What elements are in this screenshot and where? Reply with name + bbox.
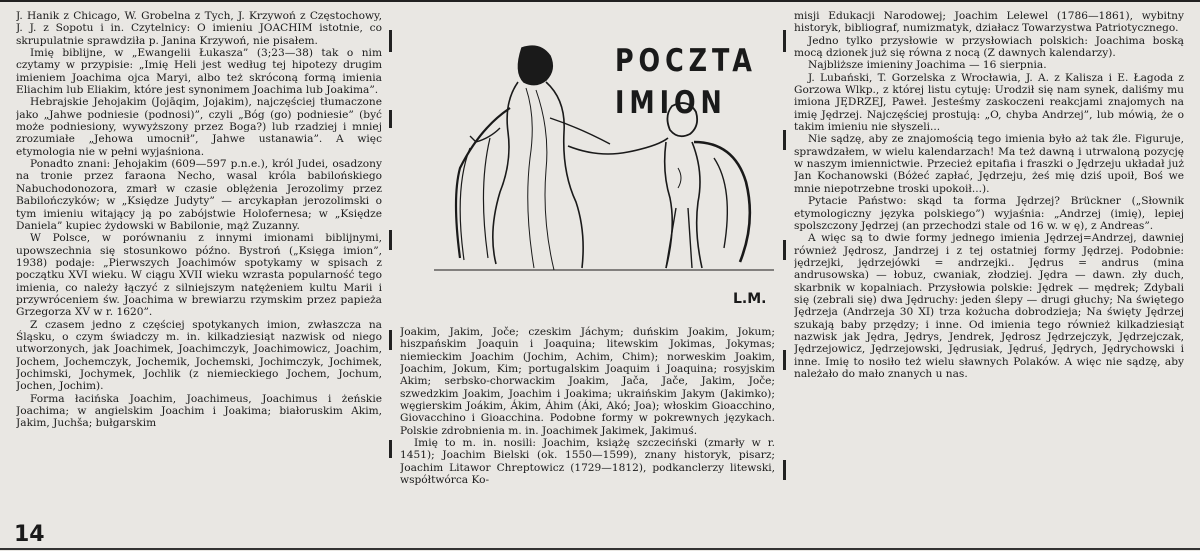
paragraph: Najbliższe imieniny Joachima — 16 sierpnia.	[808, 59, 1047, 72]
paragraph: Jedno tylko przysłowie w przysłowiach polskich: Joachima boską mocą dzionek już się równa z nocą (Z dawnych kalendarzy).	[794, 34, 1184, 60]
page-number: 14	[14, 522, 45, 547]
paragraph: J. Lubański, T. Gorzelska z Wrocławia, J. A. z Kalisza i E. Łagoda z Gorzowa Wlkp., z której listu cytuję: Urodził się nam synek, daliśmy mu imiona JĘDRZEJ, Paweł. Jesteśmy zaskoczeni reakcjami znajomych na imię Jędrzej. Najczęściej prostują: „O, chyba Andrzej”, lub mówią, że o takim imieniu nie słyszeli...	[794, 71, 1184, 134]
paragraph: Ponadto znani: Jehojakim (609—597 p.n.e.), król Judei, osadzony na tronie przez faraona Necho, wasal króla babilońskiego Nabuchodonozora, zmarł w czasie oblężenia Jerozolimy przez Babilończyków; w „Księdze Judyty” — arcykapłan jerozolimski o tym imieniu witający ją po zabójstwie Holofernesa; w „Księdze Daniela” kupiec żydowski w Babilonie, mąż Zuzanny.	[16, 158, 382, 232]
top-border	[0, 0, 1200, 8]
title-line: IMION	[615, 85, 727, 121]
paragraph: Imię to m. in. nosili: Joachim, książę szczeciński (zmarły w r. 1451); Joachim Bielski (ok. 1550—1599), znany historyk, pisarz; Joachim Litawor Chreptowicz (1729—1812), podkanclerzy litewski, współtwórca Ko-	[400, 437, 775, 487]
bottom-border	[0, 548, 1200, 550]
author-signature: L.M.	[733, 291, 767, 307]
column-rule	[783, 350, 786, 370]
paragraph: A więc są to dwie formy jednego imienia Jędrzej=Andrzej, dawniej również Jędrosz, Jandrzej i z tej ostatniej formy Jędrzej. Podobnie: jędrzejki, jędrzejówki = andrzejki.. Jędrus = andrus (mina andrusowska) — łobuz, cwaniak, złodziej. Jędra — dawn. zły duch, skarbnik w kopalniach. Przysłowia polskie: Jędrek — mędrek; Zdybali się (zebrali się) dwa Jędruchy: jeden ślepy — drugi głuchy; Na świętego Jędrzeja (Andrzeja 30 XI) trza kożucha dobrodzieja; Na święty Jędrzej szukają baby przędzy; i inne. Od imienia tego również kilkadziesiąt nazwisk jak Jędra, Jędrys, Jendrek, Jędrosz Jędrzejczyk, Jędrzejczak, Jędrzejowicz, Jędrzejowski, Jędrusiak, Jędruś, Jędrych, Jędrychowski i inne. Imię to nosiło też wielu sławnych Polaków. A więc nie sądzę, aby należało do mało znanych u nas.	[794, 232, 1184, 380]
column-rule	[783, 460, 786, 480]
paragraph: misji Edukacji Narodowej; Joachim Lelewel (1786—1861), wybitny historyk, bibliograf, numizmatyk, działacz Towarzystwa Patriotycznego.	[794, 10, 1184, 35]
paragraph: Pytacie Państwo: skąd ta forma Jędrzej? Brückner („Słownik etymologiczny języka polskiego”) wyjaśnia: „Andrzej (imię), lepiej spolszczony Jędrzej (an przechodzi stale od 16 w. w ę), z Andreas”.	[794, 195, 1184, 232]
title-line: POCZTA	[615, 43, 757, 79]
column-rule	[783, 130, 786, 150]
column-right	[794, 10, 1184, 540]
paragraph: Joakim, Jakim, Joče; czeskim Jáchym; duńskim Joakim, Jokum; hiszpańskim Joaquin i Joaquina; litewskim Jokimas, Jokymas; niemieckim Joachim (Jochim, Achim, Chim); norweskim Joakim, Joachim, Jokum, Kim; portugalskim Joaquim i Joaquina; rosyjskim Akim; serbsko-chorwackim Joakim, Jača, Jače, Jakim, Joče; szwedzkim Joakim, Joachim i Joakima; ukraińskim Jakym (Jakimko); węgierskim Joákim, Ákim, Áhim (Áki, Akó; Joa); włoskim Gioacchino, Giovacchino i Gioacchina. Podobne formy w pokrewnych językach. Polskie zdrobnienia m. in. Joachimek Jakimek, Jakimuś.	[400, 326, 775, 437]
column-rule	[389, 330, 392, 350]
paragraph: J. Hanik z Chicago, W. Grobelna z Tych, J. Krzywoń z Częstochowy, J. J. z Sopotu i in. Czytelnicy: O imieniu JOACHIM istotnie, co skrupulatnie sprawdziła p. Janina Krzywoń, nie pisałem.	[16, 10, 382, 47]
paragraph: Hebrajskie Jehojakim (Jojāqim, Jojakim), najczęściej tłumaczone jako „Jahwe podniesie (podnosi)”, czyli „Bóg (go) podniesie” (być może podniesiony, wywyższony przez Boga?) lub rzadziej i mniej zrozumiałe „Jehowa umocnił”, Jahwe ustanawia”. A więc etymologia nie w pełni wyjaśniona.	[16, 96, 382, 158]
column-rule	[783, 30, 786, 52]
column-left	[16, 10, 382, 522]
column-rule	[783, 240, 786, 260]
paragraph: Z czasem jedno z częściej spotykanych imion, zwłaszcza na Śląsku, o czym świadczy m. in. kilkadziesiąt nazwisk od niego utworzonych, jak Joachimek, Joachimczyk, Joachimowicz, Joachim, Jochem, Jochemczyk, Jochemik, Jochemski, Jochimczyk, Jochimek, Jochimski, Jochymek, Jochlik (z niemieckiego Jochem, Jochum, Jochen, Jochim).	[16, 318, 382, 393]
column-rule	[389, 440, 392, 458]
paragraph: Forma łacińska Joachim, Joachimeus, Joachimus i żeńskie Joachima; w angielskim Joachim i Joakima; białoruskim Akim, Jakim, Juchša; bułgarskim	[16, 392, 382, 430]
column-rule	[389, 110, 392, 128]
column-middle	[400, 326, 775, 540]
paragraph: Imię biblijne, w „Ewangelii Łukasza” (3;23—38) tak o nim czytamy w przypisie: „Imię Heli jest według tej hipotezy drugim imieniem Joachima ojca Maryi, albo też skróconą formą imienia Eliachim lub Eliakim, które jest synonimem Joachima lub Joakima”.	[16, 47, 382, 97]
paragraph: W Polsce, w porównaniu z innymi imionami biblijnymi, upowszechnia się stosunkowo późno. Bystroń („Księga imion”, 1938) podaje: „Pierwszych Joachimów spotykamy w spisach z początku XVI wieku. W ciągu XVII wieku wzrasta popularność tego imienia, co należy łączyć z silniejszym natężeniem kultu Marii i przywróceniem św. Joachima w brewiarzu rzymskim przez papieża Grzegorza XV w r. 1620”.	[16, 232, 382, 319]
article-title	[615, 40, 757, 124]
paragraph: Nie sądzę, aby ze znajomością tego imienia było aż tak źle. Figuruje, sprawdzałem, w wielu kalendarzach! Ma też dawną i utrwaloną pozycję w naszym imiennictwie. Przecież epitafia i fraszki o Jędrzeju układał już Jan Kochanowski (Bóżeć zapłać, Jędrzeju, żeś mię dziś upoił, Boś we mnie niepotrzebne troski upokoił...).	[794, 133, 1184, 195]
column-rule	[389, 30, 392, 52]
column-rule	[389, 230, 392, 250]
